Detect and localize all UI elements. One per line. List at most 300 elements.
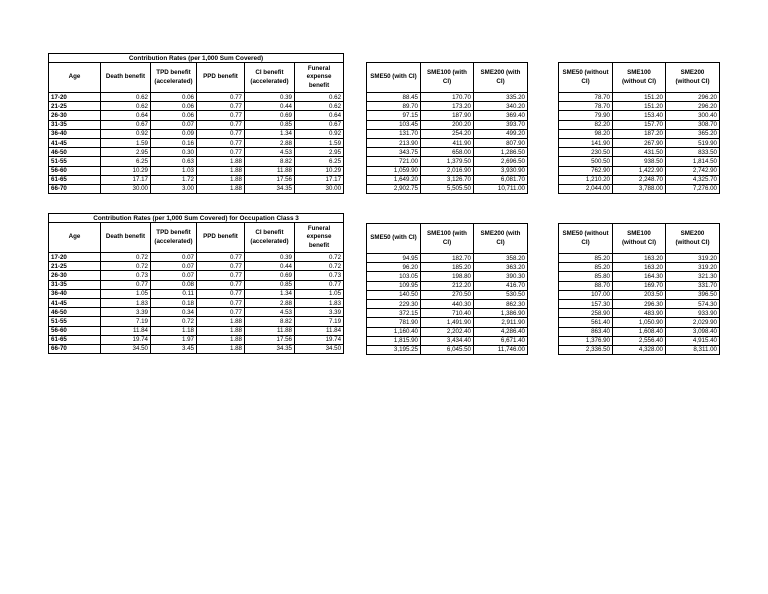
rate-cell: 17.17 — [101, 175, 151, 184]
rate-cell: 8,311.00 — [666, 345, 720, 354]
rate-cell: 7.19 — [295, 317, 344, 326]
rate-cell: 1.03 — [151, 166, 197, 175]
rate-cell: 187.20 — [613, 129, 666, 138]
rate-cell: 574.30 — [666, 299, 720, 308]
rate-cell: 3,195.25 — [367, 345, 421, 354]
rate-cell: 2,029.90 — [666, 318, 720, 327]
table-row — [49, 335, 344, 344]
rate-cell: 88.45 — [367, 93, 421, 102]
column-header: Death benefit — [101, 63, 151, 93]
rate-cell: 321.30 — [666, 272, 720, 281]
rate-cell: 4,915.40 — [666, 336, 720, 345]
rate-cell: 169.70 — [613, 281, 666, 290]
rate-cell: 300.40 — [666, 111, 720, 120]
rate-cell: 1,210.20 — [559, 175, 613, 184]
rate-cell: 0.77 — [197, 298, 245, 307]
rate-cell: 4,328.00 — [613, 345, 666, 354]
rate-cell: 3.45 — [151, 344, 197, 353]
rate-cell: 0.72 — [101, 253, 151, 262]
rate-cell: 198.80 — [421, 272, 474, 281]
rate-cell: 7,276.00 — [666, 184, 720, 193]
age-band-cell: 21-25 — [49, 102, 101, 111]
table-row — [559, 254, 720, 263]
rate-cell: 0.92 — [295, 129, 344, 138]
rate-cell: 0.64 — [295, 111, 344, 120]
rate-cell: 0.11 — [151, 289, 197, 298]
rate-cell: 863.40 — [559, 327, 613, 336]
table-row — [49, 102, 344, 111]
table-row — [367, 129, 528, 138]
table-row — [49, 184, 344, 193]
rate-cell: 0.16 — [151, 138, 197, 147]
rate-cell: 0.07 — [151, 262, 197, 271]
table-row — [367, 318, 528, 327]
table-row — [367, 102, 528, 111]
rate-cell: 0.62 — [101, 93, 151, 102]
table-row — [559, 345, 720, 354]
rate-cell: 500.50 — [559, 157, 613, 166]
rate-cell: 1.05 — [101, 289, 151, 298]
table-row — [49, 157, 344, 166]
column-header: Funeral expense benefit — [295, 223, 344, 253]
column-header: Age — [49, 63, 101, 93]
table-row — [367, 148, 528, 157]
table-title: Contribution Rates (per 1,000 Sum Covered) for Occupation Class 3 — [49, 214, 344, 223]
rate-cell: 390.30 — [474, 272, 528, 281]
table-row — [367, 184, 528, 193]
rate-cell: 411.90 — [421, 138, 474, 147]
table-row — [559, 175, 720, 184]
table-row — [49, 111, 344, 120]
rate-cell: 3,098.40 — [666, 327, 720, 336]
table-row — [367, 254, 528, 263]
table-row — [49, 271, 344, 280]
rate-cell: 230.50 — [559, 148, 613, 157]
age-band-cell: 17-20 — [49, 253, 101, 262]
column-header: SME50 (without CI) — [559, 63, 613, 93]
rate-cell: 2,556.40 — [613, 336, 666, 345]
rate-cell: 140.50 — [367, 290, 421, 299]
rate-cell: 0.06 — [151, 93, 197, 102]
rate-cell: 4.53 — [245, 308, 295, 317]
rate-cell: 1,059.90 — [367, 166, 421, 175]
rate-cell: 96.20 — [367, 263, 421, 272]
rate-cell: 340.20 — [474, 102, 528, 111]
rate-cell: 19.74 — [295, 335, 344, 344]
age-band-cell: 56-60 — [49, 326, 101, 335]
age-band-cell: 26-30 — [49, 111, 101, 120]
rate-cell: 0.64 — [101, 111, 151, 120]
age-band-cell: 66-70 — [49, 344, 101, 353]
rate-cell: 319.20 — [666, 254, 720, 263]
rate-cell: 1.88 — [197, 175, 245, 184]
table-row — [49, 280, 344, 289]
age-band-cell: 66-70 — [49, 184, 101, 193]
rate-cell: 109.95 — [367, 281, 421, 290]
table-row — [367, 327, 528, 336]
rate-cell: 710.40 — [421, 309, 474, 318]
table-row — [559, 327, 720, 336]
table-row — [367, 290, 528, 299]
rate-cell: 396.50 — [666, 290, 720, 299]
rate-cell: 1.83 — [101, 298, 151, 307]
rate-cell: 4.53 — [245, 148, 295, 157]
rate-cell: 79.90 — [559, 111, 613, 120]
rate-cell: 0.30 — [151, 148, 197, 157]
rate-cell: 1.88 — [197, 166, 245, 175]
table-row — [367, 138, 528, 147]
table-row — [367, 157, 528, 166]
rate-cell: 1,286.50 — [474, 148, 528, 157]
rate-cell: 0.18 — [151, 298, 197, 307]
column-header: SME50 (with CI) — [367, 63, 421, 93]
rate-cell: 0.77 — [197, 93, 245, 102]
rate-cell: 440.30 — [421, 299, 474, 308]
rate-cell: 10,711.00 — [474, 184, 528, 193]
age-band-cell: 61-65 — [49, 175, 101, 184]
rate-cell: 34.50 — [101, 344, 151, 353]
rate-cell: 107.00 — [559, 290, 613, 299]
rate-cell: 163.20 — [613, 254, 666, 263]
rate-cell: 212.20 — [421, 281, 474, 290]
rate-cell: 0.62 — [295, 93, 344, 102]
rate-cell: 0.77 — [197, 289, 245, 298]
column-header: Funeral expense benefit — [295, 63, 344, 93]
rate-cell: 30.00 — [295, 184, 344, 193]
rate-cell: 0.08 — [151, 280, 197, 289]
rate-cell: 2,742.90 — [666, 166, 720, 175]
column-header: SME50 (with CI) — [367, 224, 421, 254]
rate-cell: 1,815.90 — [367, 336, 421, 345]
table-row — [367, 281, 528, 290]
table-row — [367, 345, 528, 354]
rate-cell: 270.50 — [421, 290, 474, 299]
rate-cell: 131.70 — [367, 129, 421, 138]
table-row — [559, 129, 720, 138]
rate-cell: 0.77 — [101, 280, 151, 289]
rate-cell: 3,434.40 — [421, 336, 474, 345]
rate-cell: 331.70 — [666, 281, 720, 290]
rate-cell: 1.83 — [295, 298, 344, 307]
rate-cell: 185.20 — [421, 263, 474, 272]
rate-cell: 3.00 — [151, 184, 197, 193]
table-row — [367, 175, 528, 184]
rate-cell: 1.97 — [151, 335, 197, 344]
rate-cell: 2,044.00 — [559, 184, 613, 193]
table-row — [559, 138, 720, 147]
age-band-cell: 21-25 — [49, 262, 101, 271]
rate-cell: 200.20 — [421, 120, 474, 129]
rate-cell: 0.77 — [197, 280, 245, 289]
rate-cell: 0.77 — [197, 129, 245, 138]
rate-cell: 0.34 — [151, 308, 197, 317]
rate-cell: 88.70 — [559, 281, 613, 290]
rate-cell: 8.82 — [245, 317, 295, 326]
age-band-cell: 41-45 — [49, 298, 101, 307]
age-band-cell: 61-65 — [49, 335, 101, 344]
age-band-cell: 46-50 — [49, 308, 101, 317]
rate-cell: 393.70 — [474, 120, 528, 129]
rate-cell: 833.50 — [666, 148, 720, 157]
rate-cell: 296.20 — [666, 102, 720, 111]
column-header: PPD benefit — [197, 223, 245, 253]
rates-without-ci-table — [558, 62, 720, 194]
table-row — [367, 272, 528, 281]
rate-cell: 1.88 — [197, 184, 245, 193]
rate-cell: 938.50 — [613, 157, 666, 166]
rate-cell: 296.20 — [666, 93, 720, 102]
rate-cell: 762.90 — [559, 166, 613, 175]
rate-cell: 2.95 — [101, 148, 151, 157]
rate-cell: 34.35 — [245, 344, 295, 353]
table-row — [367, 309, 528, 318]
rate-cell: 1,379.50 — [421, 157, 474, 166]
rate-cell: 0.77 — [197, 120, 245, 129]
rate-cell: 1,491.90 — [421, 318, 474, 327]
rate-cell: 933.90 — [666, 309, 720, 318]
column-header: SME200 (without CI) — [666, 224, 720, 254]
table-row — [49, 317, 344, 326]
rate-cell: 319.20 — [666, 263, 720, 272]
rate-cell: 151.20 — [613, 102, 666, 111]
rate-cell: 561.40 — [559, 318, 613, 327]
rate-cell: 0.06 — [151, 111, 197, 120]
table-row — [559, 93, 720, 102]
rate-cell: 0.72 — [101, 262, 151, 271]
rate-cell: 1,608.40 — [613, 327, 666, 336]
table-row — [559, 148, 720, 157]
rate-cell: 2,016.90 — [421, 166, 474, 175]
column-header: CI benefit (accelerated) — [245, 63, 295, 93]
age-band-cell: 36-40 — [49, 129, 101, 138]
rate-cell: 10.29 — [295, 166, 344, 175]
rate-cell: 0.62 — [101, 102, 151, 111]
rate-cell: 258.90 — [559, 309, 613, 318]
rate-cell: 658.00 — [421, 148, 474, 157]
rate-cell: 17.56 — [245, 175, 295, 184]
rate-cell: 0.73 — [295, 271, 344, 280]
rate-cell: 0.06 — [151, 102, 197, 111]
age-band-cell: 36-40 — [49, 289, 101, 298]
rate-cell: 182.70 — [421, 254, 474, 263]
rate-cell: 499.20 — [474, 129, 528, 138]
rate-cell: 7.19 — [101, 317, 151, 326]
rate-cell: 1,050.90 — [613, 318, 666, 327]
rate-cell: 11.84 — [101, 326, 151, 335]
table-row — [49, 308, 344, 317]
rate-cell: 0.77 — [197, 148, 245, 157]
column-header: TPD benefit (accelerated) — [151, 63, 197, 93]
rate-cell: 0.77 — [197, 308, 245, 317]
rate-cell: 103.05 — [367, 272, 421, 281]
rate-cell: 1.88 — [197, 344, 245, 353]
rate-cell: 0.77 — [197, 102, 245, 111]
rate-cell: 1,160.40 — [367, 327, 421, 336]
rate-cell: 17.17 — [295, 175, 344, 184]
rate-cell: 1.18 — [151, 326, 197, 335]
rates-with-ci-table — [366, 62, 528, 194]
rate-cell: 8.82 — [245, 157, 295, 166]
rate-cell: 530.50 — [474, 290, 528, 299]
rate-cell: 483.90 — [613, 309, 666, 318]
table-row — [367, 299, 528, 308]
rate-cell: 0.72 — [295, 262, 344, 271]
rate-cell: 0.69 — [245, 271, 295, 280]
column-header: SME200 (with CI) — [474, 224, 528, 254]
rate-cell: 3,788.00 — [613, 184, 666, 193]
rate-cell: 173.20 — [421, 102, 474, 111]
rate-cell: 2.88 — [245, 138, 295, 147]
rate-cell: 6.25 — [101, 157, 151, 166]
rate-cell: 369.40 — [474, 111, 528, 120]
table-row — [367, 111, 528, 120]
rate-cell: 1.88 — [197, 326, 245, 335]
rate-cell: 0.77 — [197, 262, 245, 271]
rate-cell: 11.88 — [245, 166, 295, 175]
rate-cell: 1,422.90 — [613, 166, 666, 175]
rate-cell: 0.72 — [151, 317, 197, 326]
rate-cell: 103.45 — [367, 120, 421, 129]
rate-cell: 721.00 — [367, 157, 421, 166]
rate-cell: 3.39 — [295, 308, 344, 317]
rate-cell: 0.77 — [197, 138, 245, 147]
rate-cell: 163.20 — [613, 263, 666, 272]
column-header: CI benefit (accelerated) — [245, 223, 295, 253]
rate-cell: 358.20 — [474, 254, 528, 263]
rate-cell: 3.39 — [101, 308, 151, 317]
rate-cell: 4,286.40 — [474, 327, 528, 336]
rate-cell: 1.34 — [245, 129, 295, 138]
rate-cell: 85.20 — [559, 263, 613, 272]
age-band-cell: 17-20 — [49, 93, 101, 102]
rate-cell: 372.15 — [367, 309, 421, 318]
rate-cell: 82.20 — [559, 120, 613, 129]
rate-cell: 1.72 — [151, 175, 197, 184]
column-header: SME100 (without CI) — [613, 224, 666, 254]
rate-cell: 157.30 — [559, 299, 613, 308]
table-row — [559, 102, 720, 111]
column-header: SME100 (with CI) — [421, 63, 474, 93]
rate-cell: 296.30 — [613, 299, 666, 308]
table-row — [559, 299, 720, 308]
rate-cell: 0.67 — [295, 120, 344, 129]
rate-cell: 0.72 — [295, 253, 344, 262]
rate-cell: 335.20 — [474, 93, 528, 102]
rate-cell: 98.20 — [559, 129, 613, 138]
rate-cell: 141.90 — [559, 138, 613, 147]
age-band-cell: 26-30 — [49, 271, 101, 280]
rate-cell: 19.74 — [101, 335, 151, 344]
rate-cell: 1.88 — [197, 157, 245, 166]
rate-cell: 187.90 — [421, 111, 474, 120]
rate-cell: 11,746.00 — [474, 345, 528, 354]
rate-cell: 85.20 — [559, 254, 613, 263]
age-band-cell: 46-50 — [49, 148, 101, 157]
table-row — [49, 120, 344, 129]
table-row — [559, 111, 720, 120]
rate-cell: 2,248.70 — [613, 175, 666, 184]
rate-cell: 1.05 — [295, 289, 344, 298]
rate-cell: 1.59 — [101, 138, 151, 147]
table-row — [559, 166, 720, 175]
rate-cell: 5,505.50 — [421, 184, 474, 193]
rate-cell: 6,671.40 — [474, 336, 528, 345]
rate-cell: 1.59 — [295, 138, 344, 147]
table-row — [49, 166, 344, 175]
table-row — [367, 120, 528, 129]
age-band-cell: 56-60 — [49, 166, 101, 175]
rate-cell: 0.07 — [151, 120, 197, 129]
table-row — [49, 253, 344, 262]
table-row — [559, 184, 720, 193]
rate-cell: 2,902.75 — [367, 184, 421, 193]
rate-cell: 2,696.50 — [474, 157, 528, 166]
table-row — [367, 336, 528, 345]
table-row — [559, 157, 720, 166]
rate-cell: 0.44 — [245, 262, 295, 271]
rate-cell: 157.70 — [613, 120, 666, 129]
column-header: TPD benefit (accelerated) — [151, 223, 197, 253]
rate-cell: 3,126.70 — [421, 175, 474, 184]
rate-cell: 6,081.70 — [474, 175, 528, 184]
table-row — [367, 166, 528, 175]
table-row — [49, 326, 344, 335]
age-band-cell: 41-45 — [49, 138, 101, 147]
rate-cell: 151.20 — [613, 93, 666, 102]
rate-cell: 0.09 — [151, 129, 197, 138]
rate-cell: 164.30 — [613, 272, 666, 281]
table-row — [49, 138, 344, 147]
rate-cell: 1.88 — [197, 317, 245, 326]
rate-cell: 363.20 — [474, 263, 528, 272]
table-row — [49, 289, 344, 298]
table-row — [559, 272, 720, 281]
rate-cell: 0.67 — [101, 120, 151, 129]
rate-cell: 0.07 — [151, 271, 197, 280]
column-header: SME200 (with CI) — [474, 63, 528, 93]
rate-cell: 94.95 — [367, 254, 421, 263]
table-row — [49, 262, 344, 271]
table-row — [49, 148, 344, 157]
age-band-cell: 51-55 — [49, 317, 101, 326]
table-row — [49, 129, 344, 138]
table-title: Contribution Rates (per 1,000 Sum Covered) — [49, 54, 344, 63]
rate-cell: 213.90 — [367, 138, 421, 147]
rate-cell: 85.80 — [559, 272, 613, 281]
age-band-cell: 31-35 — [49, 280, 101, 289]
rate-cell: 17.56 — [245, 335, 295, 344]
rate-cell: 0.77 — [295, 280, 344, 289]
rate-cell: 365.20 — [666, 129, 720, 138]
table-row — [559, 336, 720, 345]
rate-cell: 1,376.90 — [559, 336, 613, 345]
rate-cell: 78.70 — [559, 102, 613, 111]
rate-cell: 1,386.90 — [474, 309, 528, 318]
rate-cell: 431.50 — [613, 148, 666, 157]
table-row — [559, 309, 720, 318]
column-header: PPD benefit — [197, 63, 245, 93]
rate-cell: 308.70 — [666, 120, 720, 129]
rate-cell: 0.73 — [101, 271, 151, 280]
rate-cell: 3,930.90 — [474, 166, 528, 175]
rate-cell: 416.70 — [474, 281, 528, 290]
table-row — [559, 263, 720, 272]
rate-cell: 0.77 — [197, 271, 245, 280]
rate-cell: 97.15 — [367, 111, 421, 120]
rate-cell: 153.40 — [613, 111, 666, 120]
column-header: SME200 (without CI) — [666, 63, 720, 93]
rate-cell: 34.50 — [295, 344, 344, 353]
